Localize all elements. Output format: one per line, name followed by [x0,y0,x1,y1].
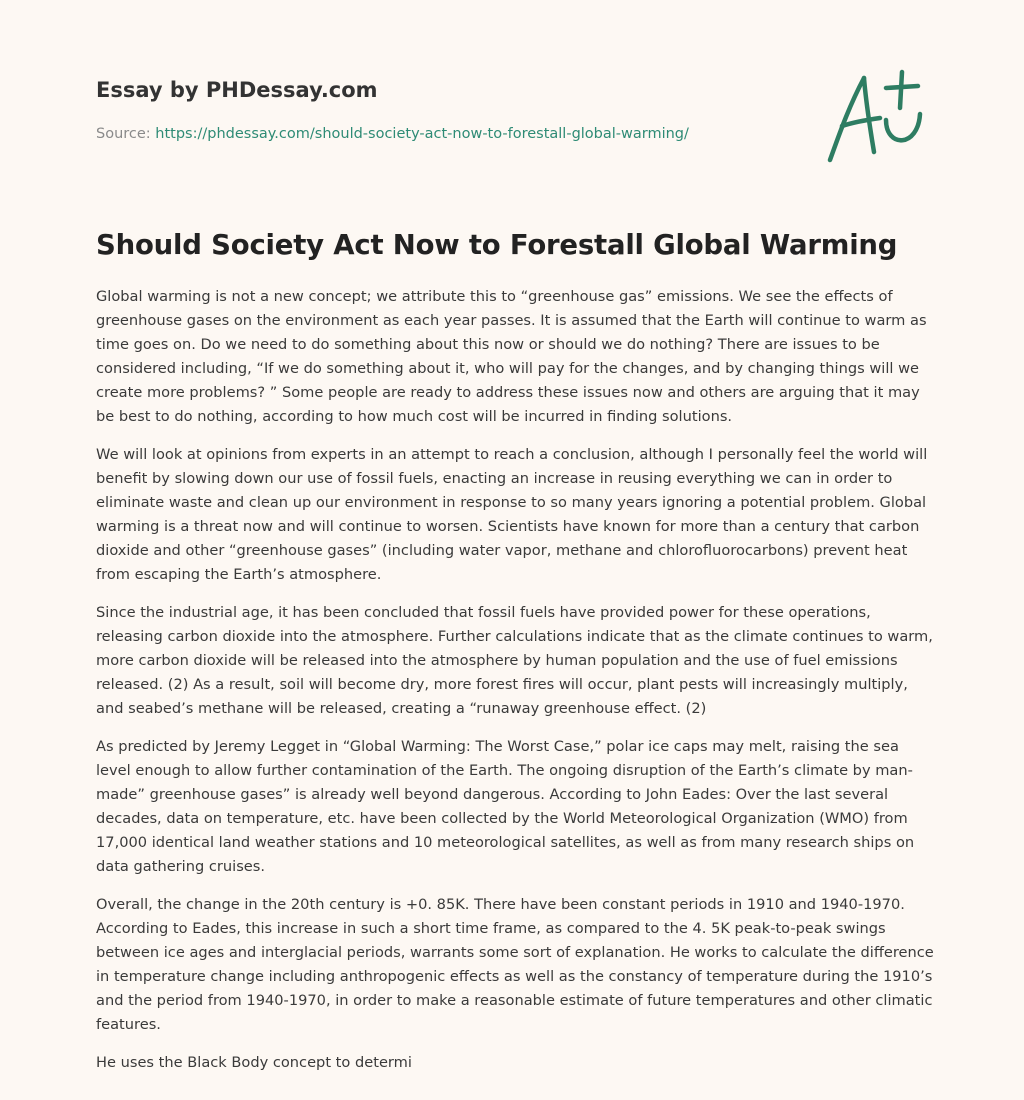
a-plus-logo-icon [820,68,930,168]
essay-paragraph: Since the industrial age, it has been concluded that fossil fuels have provided power for these operations, releasing carbon dioxide into the atmosphere. Further calculations indicate that as the climate continues to warm, more carbon dioxide will be released into the atmosphere by human population and the use of fuel emissions released. (2) As a result, soil will become dry, more forest fires will occur, plant pests will increasingly multiply, and seabed’s methane will be released, creating a “runaway greenhouse effect. (2) [96,604,933,717]
essay-paragraph: Overall, the change in the 20th century is +0. 85K. There have been constant periods in 1910 and 1940-1970. According to Eades, this increase in such a short time frame, as compared to the 4. 5K peak-to-peak swings between ice ages and interglacial periods, warrants some sort of explanation. He works to calculate the difference in temperature change including anthropogenic effects as well as the constancy of temperature during the 1910’s and the period from 1940-1970, in order to make a reasonable estimate of future temperatures and other climatic features. [96,896,934,1033]
source-label: Source: [96,126,156,142]
site-title: Essay by PHDessay.com [96,78,378,102]
essay-body [96,285,936,1089]
page-header [96,76,796,144]
source-line [96,124,796,144]
source-link[interactable]: https://phdessay.com/should-society-act-now-to-forestall-global-warming/ [155,126,689,142]
essay-paragraph: Global warming is not a new concept; we attribute this to “greenhouse gas” emissions. We see the effects of greenhouse gases on the environment as each year passes. It is assumed that the Earth will continue to warm as time goes on. Do we need to do something about this now or should we do nothing? There are issues to be considered including, “If we do something about it, who will pay for the changes, and by changing things will we create more problems? ” Some people are ready to address these issues now and others are arguing that it may be best to do nothing, according to how much cost will be incurred in finding solutions. [96,288,927,425]
essay-paragraph: As predicted by Jeremy Legget in “Global Warming: The Worst Case,” polar ice caps may melt, raising the sea level enough to allow further contamination of the Earth. The ongoing disruption of the Earth’s climate by man-made” greenhouse gases” is already well beyond dangerous. According to John Eades: Over the last several decades, data on temperature, etc. have been collected by the World Meteorological Organization (WMO) from 17,000 identical land weather stations and 10 meteorological satellites, as well as from many research ships on data gathering cruises. [96,738,915,875]
essay-title: Should Society Act Now to Forestall Global Warming [96,229,898,261]
essay-paragraph: We will look at opinions from experts in an attempt to reach a conclusion, although I personally feel the world will benefit by slowing down our use of fossil fuels, enacting an increase in reusing everything we can in order to eliminate waste and clean up our environment in response to so many years ignoring a potential problem. Global warming is a threat now and will continue to worsen. Scientists have known for more than a century that carbon dioxide and other “greenhouse gases” (including water vapor, methane and chlorofluorocarbons) prevent heat from escaping the Earth’s atmosphere. [96,446,928,583]
essay-paragraph-truncated: He uses the Black Body concept to determi [96,1054,412,1071]
